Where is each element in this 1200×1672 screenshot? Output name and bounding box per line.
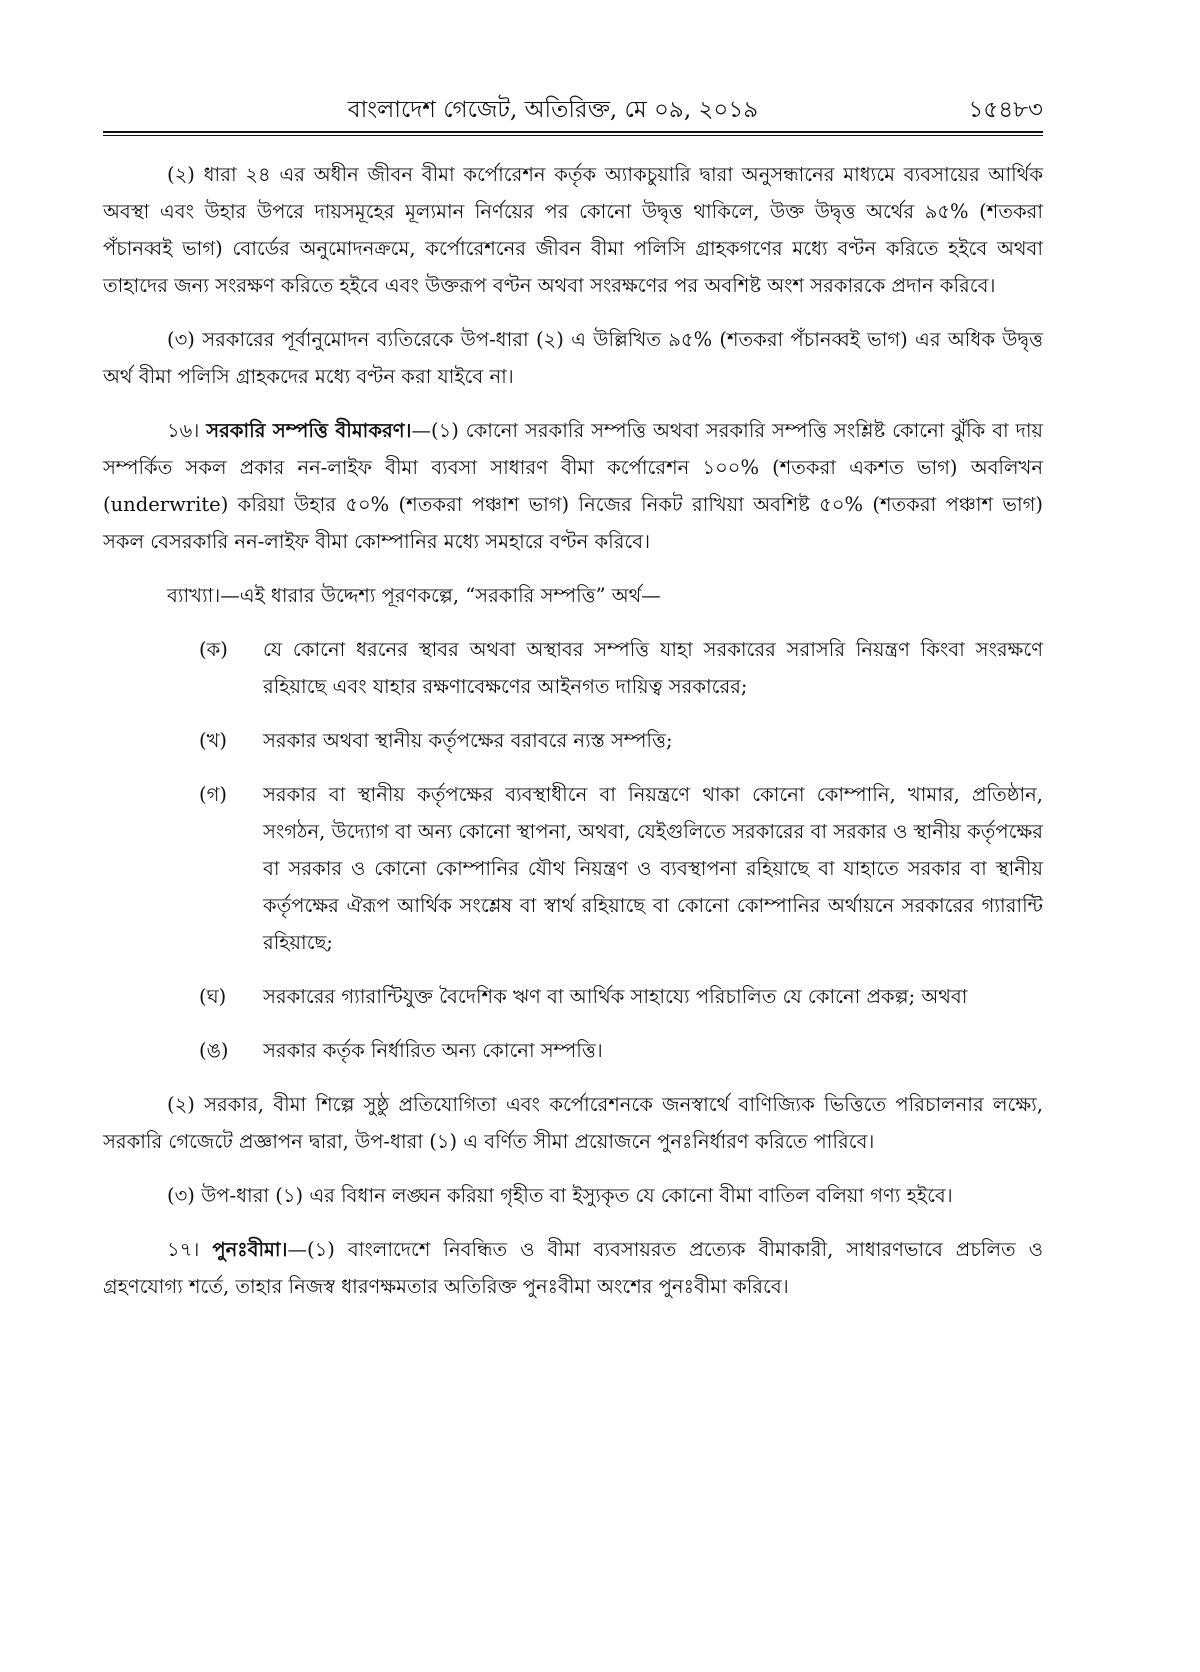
list-item-text: সরকার কর্তৃক নির্ধারিত অন্য কোনো সম্পত্তি। xyxy=(263,1039,603,1062)
section-16-subsection-3: (৩) উপ-ধারা (১) এর বিধান লঙ্ঘন করিয়া গৃহীত বা ইস্যুকৃত যে কোনো বীমা বাতিল বলিয়া গণ্য হইবে। xyxy=(167,1184,953,1207)
page-number: ১৫৪৮৩ xyxy=(968,97,1043,123)
list-item xyxy=(103,978,1043,1015)
page-header xyxy=(103,92,1043,128)
section-15-subsection-3: (৩) সরকারের পূর্বানুমোদন ব্যতিরেকে উপ-ধারা (২) এ উল্লিখিত ৯৫% (শতকরা পঁচানব্বই ভাগ) এর অধিক উদ্বৃত্ত অর্থ বীমা পলিসি গ্রাহকদের মধ্যে বণ্টন করা যাইবে না। xyxy=(103,328,1043,388)
list-item-label: (ক) xyxy=(199,638,228,661)
list-item xyxy=(103,722,1043,759)
section-16-title: সরকারি সম্পত্তি বীমাকরণ। xyxy=(206,419,412,442)
document-body xyxy=(103,156,1043,1322)
section-15-subsection-2: (২) ধারা ২৪ এর অধীন জীবন বীমা কর্পোরেশন কর্তৃক অ্যাকচুয়ারি দ্বারা অনুসন্ধানের মাধ্যমে ব্যবসায়ের আর্থিক অবস্থা এবং উহার উপরে দায়সমূহের মূল্যমান নির্ণয়ের পর কোনো উদ্বৃত্ত থাকিলে, উক্ত উদ্বৃত্ত অর্থের ৯৫% (শতকরা পঁচানব্বই ভাগ) বোর্ডের অনুমোদনক্রমে, কর্পোরেশনের জীবন বীমা পলিসি গ্রাহকগণের মধ্যে বণ্টন করিতে হইবে অথবা তাহাদের জন্য সংরক্ষণ করিতে হইবে এবং উক্তরূপ বণ্টন অথবা সংরক্ষণের পর অবশিষ্ট অংশ সরকারকে প্রদান করিবে। xyxy=(103,163,1043,297)
list-item-text: যে কোনো ধরনের স্থাবর অথবা অস্থাবর সম্পত্তি যাহা সরকারের সরাসরি নিয়ন্ত্রণ কিংবা সংরক্ষণে রহিয়াছে এবং যাহার রক্ষণাবেক্ষণের আইনগত দায়িত্ব সরকারের; xyxy=(263,638,1043,698)
section-17-title: পুনঃবীমা। xyxy=(212,1238,288,1261)
list-item-label: (খ) xyxy=(199,729,228,752)
gazette-title: বাংলাদেশ গেজেট, অতিরিক্ত, মে ০৯, ২০১৯ xyxy=(347,97,759,123)
list-item xyxy=(103,776,1043,961)
list-item-label: (ঘ) xyxy=(199,985,227,1008)
header-rule-thick xyxy=(103,131,1043,133)
list-item-label: (ঙ) xyxy=(199,1039,229,1062)
section-16-subsection-1 xyxy=(103,412,1043,560)
section-16-subsection-2: (২) সরকার, বীমা শিল্পে সুষ্ঠু প্রতিযোগিতা এবং কর্পোরেশনকে জনস্বার্থে বাণিজ্যিক ভিত্তিতে পরিচালনার লক্ষ্যে, সরকারি গেজেটে প্রজ্ঞাপন দ্বারা, উপ-ধারা (১) এ বর্ণিত সীমা প্রয়োজনে পুনঃনির্ধারণ করিতে পারিবে। xyxy=(103,1093,1043,1153)
list-item-label: (গ) xyxy=(199,783,227,806)
section-17-number: ১৭। xyxy=(167,1238,200,1261)
section-16-text: —(১) কোনো সরকারি সম্পত্তি অথবা সরকারি সম্পত্তি সংশ্লিষ্ট কোনো ঝুঁকি বা দায় সম্পর্কিত সকল প্রকার নন-লাইফ বীমা ব্যবসা সাধারণ বীমা কর্পোরেশন ১০০% (শতকরা একশত ভাগ) অবলিখন (underwrite) করিয়া উহার ৫০% (শতকরা পঞ্চাশ ভাগ) নিজের নিকট রাখিয়া অবশিষ্ট ৫০% (শতকরা পঞ্চাশ ভাগ) সকল বেসরকারি নন-লাইফ বীমা কোম্পানির মধ্যে সমহারে বণ্টন করিবে। xyxy=(103,419,1044,553)
section-17-text: —(১) বাংলাদেশে নিবন্ধিত ও বীমা ব্যবসায়রত প্রত্যেক বীমাকারী, সাধারণভাবে প্রচলিত ও গ্রহণযোগ্য শর্তে, তাহার নিজস্ব ধারণক্ষমতার অতিরিক্ত পুনঃবীমা অংশের পুনঃবীমা করিবে। xyxy=(103,1238,1043,1298)
explanation-heading: ব্যাখ্যা।—এই ধারার উদ্দেশ্য পূরণকল্পে, “সরকারি সম্পত্তি” অর্থ— xyxy=(167,584,661,607)
section-16-number: ১৬। xyxy=(167,419,200,442)
list-item xyxy=(103,631,1043,705)
list-item-text: সরকার বা স্থানীয় কর্তৃপক্ষের ব্যবস্থাধীনে বা নিয়ন্ত্রণে থাকা কোনো কোম্পানি, খামার, প্রতিষ্ঠান, সংগঠন, উদ্যোগ বা অন্য কোনো স্থাপনা, অথবা, যেইগুলিতে সরকারের বা সরকার ও স্থানীয় কর্তৃপক্ষের বা সরকার ও কোনো কোম্পানির যৌথ নিয়ন্ত্রণ ও ব্যবস্থাপনা রহিয়াছে বা যাহাতে সরকার বা স্থানীয় কর্তৃপক্ষের ঐরূপ আর্থিক সংশ্লেষ বা স্বার্থ রহিয়াছে বা কোনো কোম্পানির অর্থায়নে সরকারের গ্যারান্টি রহিয়াছে; xyxy=(263,783,1043,954)
list-item-text: সরকারের গ্যারান্টিযুক্ত বৈদেশিক ঋণ বা আর্থিক সাহায্যে পরিচালিত যে কোনো প্রকল্প; অথবা xyxy=(263,985,968,1008)
list-item-text: সরকার অথবা স্থানীয় কর্তৃপক্ষের বরাবরে ন্যস্ত সম্পত্তি; xyxy=(263,729,673,752)
header-rule-thin xyxy=(103,135,1043,136)
list-item xyxy=(103,1032,1043,1069)
section-17-subsection-1 xyxy=(103,1231,1043,1305)
